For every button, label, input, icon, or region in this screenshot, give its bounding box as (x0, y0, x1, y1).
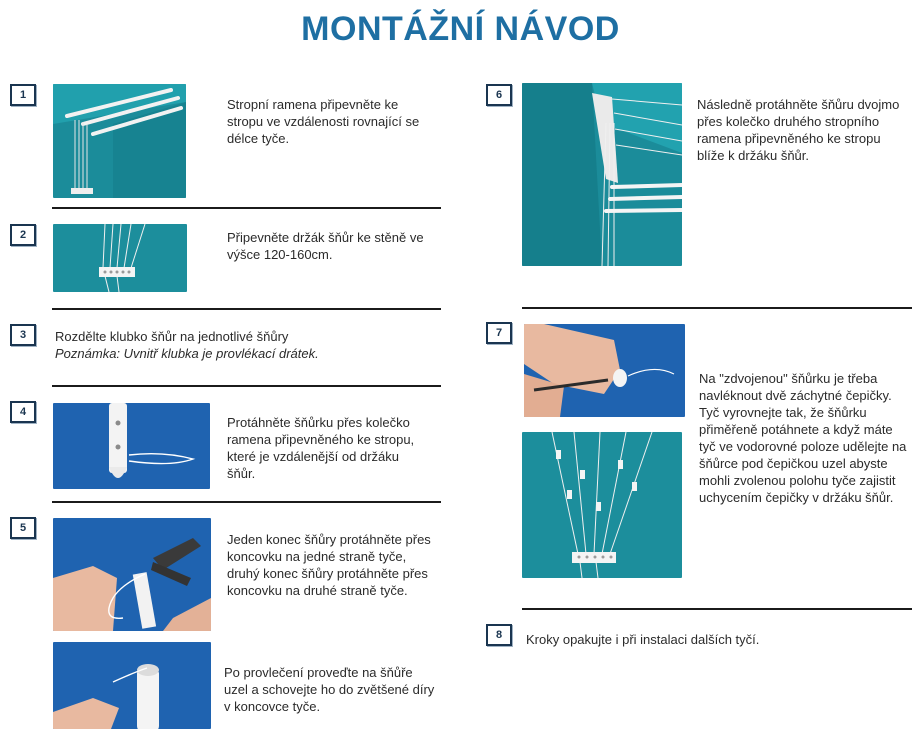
step-6-photo (522, 83, 682, 266)
step-3-badge: 3 (10, 324, 36, 346)
step-4-photo (53, 403, 210, 489)
step-7-photo-b (522, 432, 682, 578)
step-7-divider (522, 608, 912, 610)
step-2-badge: 2 (10, 224, 36, 246)
step-6-divider (522, 307, 912, 309)
step-6-badge: 6 (486, 84, 512, 106)
step-5-text2: Po provlečení proveďte na šňůře uzel a schovejte ho do zvětšené díry v koncovce tyče. (224, 665, 435, 714)
step-4-text: Protáhněte šňůrku přes kolečko ramena připevněného ke stropu, které je vzdálenější od držáku šňůr. (227, 415, 415, 481)
step-3-note: Poznámka: Uvnitř klubka je provlékací drátek. (55, 346, 319, 361)
step-1-photo (53, 84, 186, 198)
step-2-photo (53, 224, 187, 292)
step-3-text (55, 328, 435, 362)
step-7-photo-a (524, 324, 685, 417)
step-1-divider (52, 207, 441, 209)
step-1-badge: 1 (10, 84, 36, 106)
step-3-divider (52, 385, 441, 387)
page-title: MONTÁŽNÍ NÁVOD (301, 10, 620, 48)
step-2-divider (52, 308, 441, 310)
step-4-divider (52, 501, 441, 503)
step-2-text: Připevněte držák šňůr ke stěně ve výšce 120-160cm. (227, 230, 424, 262)
step-5-badge: 5 (10, 517, 36, 539)
step-5-photo-b (53, 642, 211, 729)
step-7-badge: 7 (486, 322, 512, 344)
step-1-text: Stropní ramena připevněte ke stropu ve vzdálenosti rovnající se délce tyče. (227, 97, 420, 146)
step-3-main: Rozdělte klubko šňůr na jednotlivé šňůry (55, 329, 289, 344)
step-7-text: Na "zdvojenou" šňůrku je třeba navléknout dvě záchytné čepičky. Tyč vyrovnejte tak, že šňůrku přiměřeně potáhnete a když máte tyč ve vodorovné poloze udělejte na šňůrce pod čepičkou uzel abyste mohli zvolenou polohu tyče zajistit uchycením čepičky v držáku šňůr. (699, 371, 907, 505)
step-8-badge: 8 (486, 624, 512, 646)
step-5-photo-a (53, 518, 211, 631)
step-4-badge: 4 (10, 401, 36, 423)
step-8-text: Kroky opakujte i při instalaci dalších tyčí. (526, 632, 760, 647)
step-5-text: Jeden konec šňůry protáhněte přes koncovku na jedné straně tyče, druhý konec šňůry protáhněte přes koncovku na druhé straně tyče. (227, 532, 431, 598)
step-6-text: Následně protáhněte šňůru dvojmo přes kolečko druhého stropního ramena připevněného ke stropu blíže k držáku šňůr. (697, 97, 900, 163)
